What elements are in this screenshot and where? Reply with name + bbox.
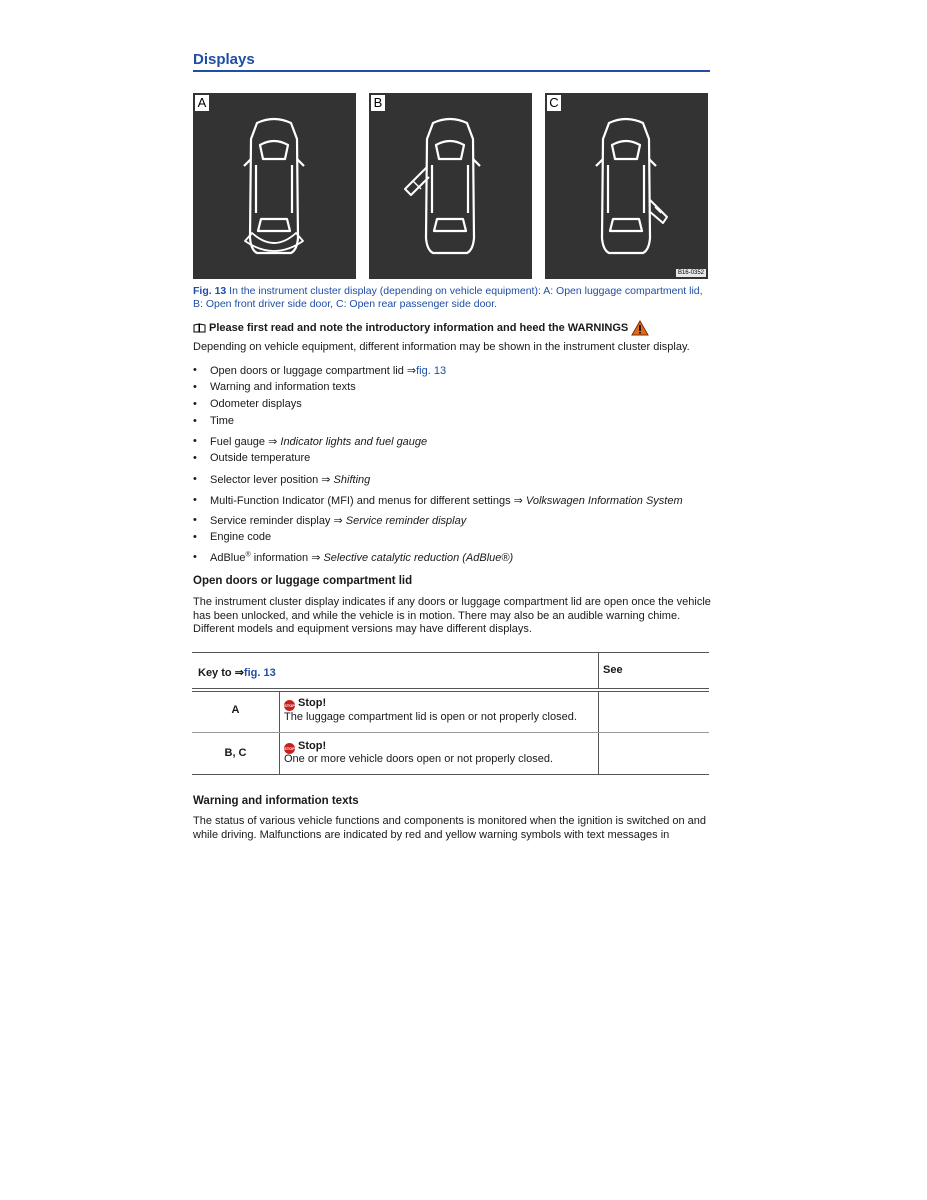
book-icon xyxy=(193,323,206,333)
figure-13 xyxy=(193,93,708,279)
panel-b xyxy=(369,93,532,279)
section-body: The status of various vehicle functions and components is monitored when the ignition is switched on and while driving. Malfunctions are indicated by red and yellow warning symbols with text messages in xyxy=(193,815,707,841)
row-text: One or more vehicle doors open or not properly closed. xyxy=(284,753,554,765)
row-key: B, C xyxy=(224,747,247,759)
title-rule xyxy=(193,70,710,72)
warning-triangle-icon xyxy=(631,320,649,336)
car-rear-door-open-icon xyxy=(545,93,708,279)
stop-icon: STOP xyxy=(284,700,295,711)
figure-caption xyxy=(193,285,713,311)
cross-ref[interactable]: Selective catalytic reduction (AdBlue®) xyxy=(320,552,514,564)
table-header-key: Key to ⇒fig. 13 xyxy=(198,667,276,679)
section-heading: Warning and information texts xyxy=(193,795,359,807)
panel-label: C xyxy=(547,95,561,111)
section-body: The instrument cluster display indicates if any doors or luggage compartment lid are open once the vehicle has been unlocked, and while the vehicle is in motion. There may also be an audible warning chime. Different models and equipment versions may have different displays. xyxy=(193,596,711,635)
table-rule xyxy=(192,652,709,653)
panel-label: B xyxy=(371,95,385,111)
fig-link[interactable]: fig. 13 xyxy=(243,667,276,679)
intro-text: Depending on vehicle equipment, different information may be shown in the instrument cluster display. xyxy=(193,341,690,353)
panel-a xyxy=(193,93,356,279)
stop-icon: STOP xyxy=(284,743,295,754)
cross-ref[interactable]: Volkswagen Information System xyxy=(522,495,683,507)
caption-text: In the instrument cluster display (depending on vehicle equipment): A: Open luggage compartment lid, B: Open front driver side door, C: Open rear passenger side door. xyxy=(193,285,703,310)
panel-c xyxy=(545,93,708,279)
row-key: A xyxy=(231,704,240,716)
read-first-text: Please first read and note the introductory information and heed the WARNINGS xyxy=(209,322,629,334)
read-first-notice xyxy=(193,320,649,336)
car-driver-door-open-icon xyxy=(369,93,532,279)
row-stop: STOP Stop! xyxy=(284,740,327,752)
fig-link[interactable]: fig. 13 xyxy=(416,365,447,377)
row-stop: STOP Stop! xyxy=(284,697,327,709)
cross-ref[interactable]: Service reminder display xyxy=(342,515,467,527)
figure-code: B16-0352 xyxy=(677,270,704,276)
caption-fig-ref: Fig. 13 xyxy=(193,285,227,297)
car-trunk-open-icon xyxy=(193,93,356,279)
row-text: The luggage compartment lid is open or not properly closed. xyxy=(284,711,577,723)
table-header-see: See xyxy=(603,664,623,676)
cross-ref[interactable]: Shifting xyxy=(330,474,371,486)
cross-ref[interactable]: Indicator lights and fuel gauge xyxy=(277,436,428,448)
page-title: Displays xyxy=(193,51,255,68)
panel-label: A xyxy=(195,95,209,111)
section-heading: Open doors or luggage compartment lid xyxy=(193,575,413,587)
